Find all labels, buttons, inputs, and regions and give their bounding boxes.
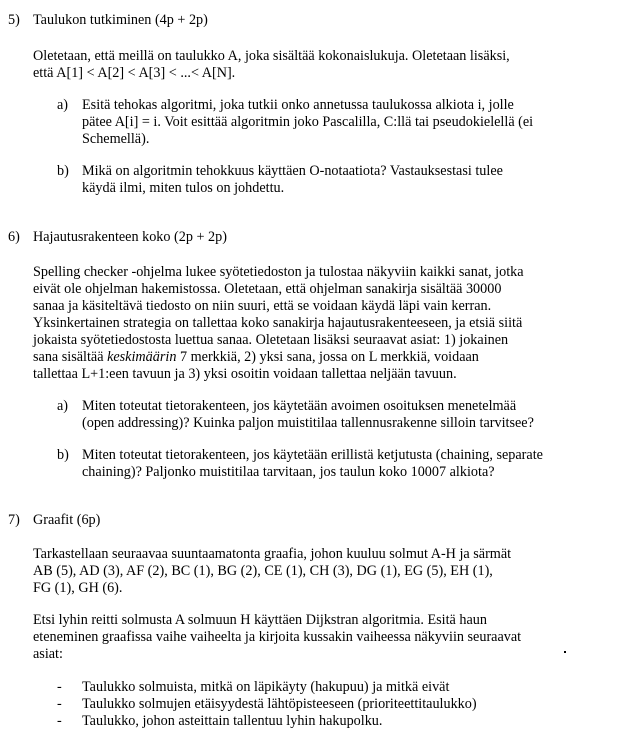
question-7-number: 7): [8, 512, 20, 528]
question-5b-label: b): [57, 163, 69, 179]
intro-text: sana sisältää: [33, 349, 108, 365]
question-5b-line: käydä ilmi, miten tulos on johdettu.: [82, 180, 285, 196]
emphasis-text: keskimäärin: [107, 349, 177, 365]
question-5a-line: Esitä tehokas algoritmi, joka tutkii onko annetussa taulukossa alkiota i, jolle: [82, 97, 514, 113]
question-6b-label: b): [57, 447, 69, 463]
question-7-intro-line: Tarkastellaan seuraavaa suuntaamatonta graafia, johon kuuluu solmut A-H ja särmät: [33, 546, 512, 562]
question-6-intro-line: Yksinkertainen strategia on tallettaa koko sanakirja hajautusrakenteeseen, ja etsiä siitä: [33, 315, 523, 331]
bullet-item: Taulukko, johon asteittain tallentuu lyhin hakupolku.: [82, 713, 383, 729]
question-5a-line: Schemellä).: [82, 131, 150, 147]
question-6-number: 6): [8, 229, 20, 245]
question-7-title: Graafit (6p): [33, 512, 101, 528]
question-5-title: Taulukon tutkiminen (4p + 2p): [33, 12, 208, 28]
intro-text: 7 merkkiä, 2) yksi sana, jossa on L merkkiä, voidaan: [176, 349, 479, 365]
bullet-item: Taulukko solmuista, mitkä on läpikäyty (hakupuu) ja mitkä eivät: [82, 679, 450, 695]
question-5-number: 5): [8, 12, 20, 28]
question-6-intro-line: [33, 349, 479, 366]
bullet-dash: -: [57, 713, 62, 729]
question-7-intro-line: FG (1), GH (6).: [33, 580, 123, 596]
question-5-intro-line: Oletetaan, että meillä on taulukko A, joka sisältää kokonaislukuja. Oletetaan lisäksi,: [33, 48, 510, 64]
question-7-intro-line: AB (5), AD (3), AF (2), BC (1), BG (2), CE (1), CH (3), DG (1), EG (5), EH (1),: [33, 563, 493, 579]
question-6-intro-line: Spelling checker -ohjelma lukee syötetiedoston ja tulostaa näkyviin kaikki sanat, jotka: [33, 264, 524, 280]
question-7-task-line: eteneminen graafissa vaihe vaiheelta ja kirjoita kussakin vaiheessa näkyviin seuraavat: [33, 629, 522, 645]
question-6-intro-line: sanaa ja käsiteltävä tiedosto on niin suuri, että se voidaan käydä läpi vain kerran.: [33, 298, 492, 314]
question-7-task-line: asiat:: [33, 646, 63, 662]
question-6a-line: (open addressing)? Kuinka paljon muistitilaa tallennusrakenne silloin tarvitsee?: [82, 415, 534, 431]
bullet-item: Taulukko solmujen etäisyydestä lähtöpisteeseen (prioriteettitaulukko): [82, 696, 477, 712]
stray-dot: [564, 651, 566, 653]
question-7-task-line: Etsi lyhin reitti solmusta A solmuun H käyttäen Dijkstran algoritmia. Esitä haun: [33, 612, 487, 628]
question-6a-line: Miten toteutat tietorakenteen, jos käytetään avoimen osoituksen menetelmää: [82, 398, 517, 414]
question-6a-label: a): [57, 398, 69, 414]
question-6b-line: chaining)? Paljonko muistitilaa tarvitaan, jos taulun koko 10007 alkiota?: [82, 464, 495, 480]
question-5-intro-line: että A[1] < A[2] < A[3] < ...< A[N].: [33, 65, 236, 81]
question-6-intro-line: tallettaa L+1:een tavuun ja 3) yksi osoitin voidaan tallettaa neljään tavuun.: [33, 366, 457, 382]
question-5b-line: Mikä on algoritmin tehokkuus käyttäen O-notaatiota? Vastauksestasi tulee: [82, 163, 503, 179]
bullet-dash: -: [57, 679, 62, 695]
question-6-title: Hajautusrakenteen koko (2p + 2p): [33, 229, 227, 245]
question-5a-line: pätee A[i] = i. Voit esittää algoritmin joko Pascalilla, C:llä tai pseudokielellä (ei: [82, 114, 534, 130]
question-5a-label: a): [57, 97, 69, 113]
bullet-dash: -: [57, 696, 62, 712]
question-6-intro-line: eivät ole ohjelman hakemistossa. Oletetaan, että ohjelman sanakirja sisältää 30000: [33, 281, 502, 297]
question-6-intro-line: jokaista syötetiedostosta luettua sanaa. Oletetaan lisäksi seuraavat asiat: 1) jokainen: [33, 332, 509, 348]
question-6b-line: Miten toteutat tietorakenteen, jos käytetään erillistä ketjutusta (chaining, separate: [82, 447, 543, 463]
